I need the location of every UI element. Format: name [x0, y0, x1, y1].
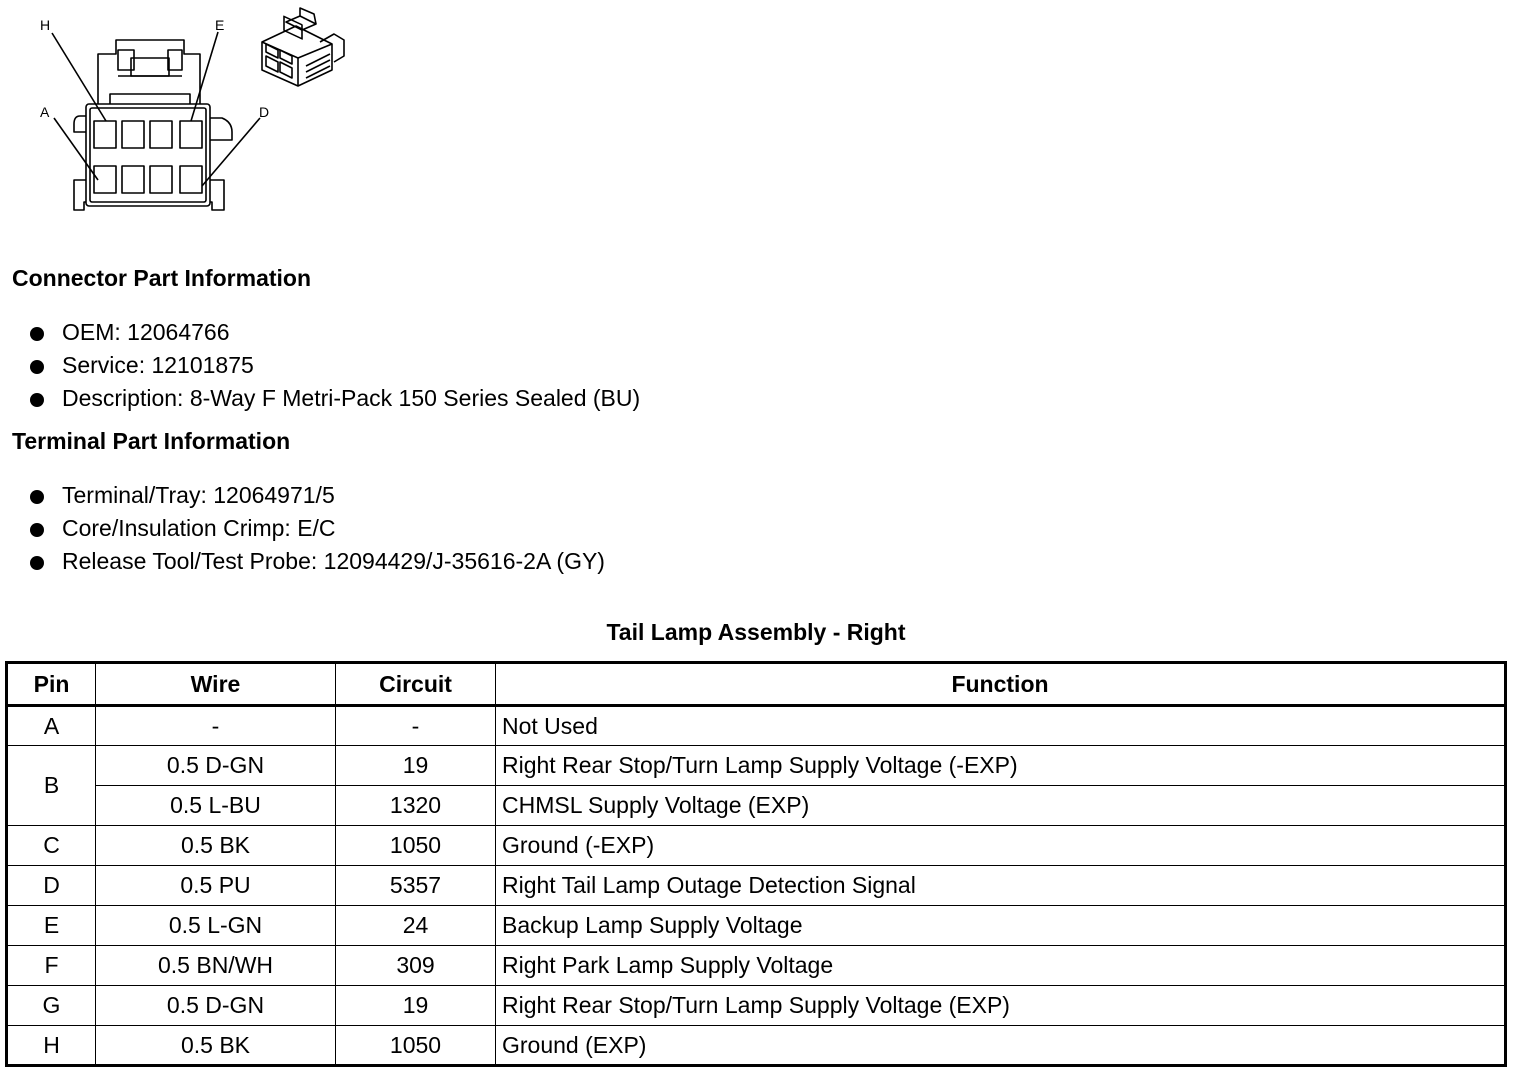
connector-info-heading: Connector Part Information [12, 265, 312, 291]
pin-label-e: E [215, 17, 225, 33]
bullet-icon [30, 327, 44, 341]
function-cell: Ground (-EXP) [496, 826, 1506, 866]
terminal-info-list [30, 479, 605, 578]
table-row [7, 906, 1506, 946]
circuit-cell: 1320 [336, 786, 496, 826]
circuit-cell: 309 [336, 946, 496, 986]
pin-cell: A [7, 706, 96, 746]
wire-cell: 0.5 BN/WH [96, 946, 336, 986]
circuit-cell: - [336, 706, 496, 746]
connector-info-list [30, 316, 640, 415]
header-function: Function [496, 663, 1506, 706]
wire-cell: 0.5 L-GN [96, 906, 336, 946]
function-cell: Backup Lamp Supply Voltage [496, 906, 1506, 946]
table-row [7, 826, 1506, 866]
function-cell: Right Park Lamp Supply Voltage [496, 946, 1506, 986]
table-row [7, 946, 1506, 986]
circuit-cell: 1050 [336, 826, 496, 866]
table-title: Tail Lamp Assembly - Right [606, 619, 906, 645]
circuit-cell: 19 [336, 746, 496, 786]
function-cell: Ground (EXP) [496, 1026, 1506, 1066]
table-row [7, 706, 1506, 746]
function-cell: Right Tail Lamp Outage Detection Signal [496, 866, 1506, 906]
list-item: Release Tool/Test Probe: 12094429/J-35616-2A (GY) [30, 545, 605, 578]
list-item: Core/Insulation Crimp: E/C [30, 512, 605, 545]
pin-label-a: A [40, 104, 50, 120]
pin-cell: F [7, 946, 96, 986]
pin-cell: C [7, 826, 96, 866]
circuit-cell: 19 [336, 986, 496, 1026]
pin-label-d: D [259, 104, 270, 120]
header-circuit: Circuit [336, 663, 496, 706]
list-item: OEM: 12064766 [30, 316, 640, 349]
pin-cell: D [7, 866, 96, 906]
wire-cell: 0.5 BK [96, 826, 336, 866]
table-row [7, 746, 1506, 786]
table-row [7, 1026, 1506, 1066]
bullet-icon [30, 393, 44, 407]
connector-diagram [0, 0, 360, 225]
terminal-info-heading: Terminal Part Information [12, 428, 291, 454]
wire-cell: 0.5 D-GN [96, 746, 336, 786]
wire-cell: 0.5 L-BU [96, 786, 336, 826]
header-pin: Pin [7, 663, 96, 706]
list-item: Description: 8-Way F Metri-Pack 150 Series Sealed (BU) [30, 382, 640, 415]
function-cell: CHMSL Supply Voltage (EXP) [496, 786, 1506, 826]
bullet-icon [30, 523, 44, 537]
circuit-cell: 1050 [336, 1026, 496, 1066]
function-cell: Right Rear Stop/Turn Lamp Supply Voltage (EXP) [496, 986, 1506, 1026]
table-row [7, 786, 1506, 826]
wire-cell: 0.5 PU [96, 866, 336, 906]
table-row [7, 986, 1506, 1026]
pinout-table [5, 661, 1507, 1067]
pin-cell: E [7, 906, 96, 946]
list-item: Service: 12101875 [30, 349, 640, 382]
pin-cell: H [7, 1026, 96, 1066]
circuit-cell: 5357 [336, 866, 496, 906]
wire-cell: 0.5 D-GN [96, 986, 336, 1026]
wire-cell: - [96, 706, 336, 746]
bullet-icon [30, 490, 44, 504]
pin-cell: B [7, 746, 96, 826]
table-row [7, 866, 1506, 906]
list-item: Terminal/Tray: 12064971/5 [30, 479, 605, 512]
header-wire: Wire [96, 663, 336, 706]
circuit-cell: 24 [336, 906, 496, 946]
table-header-row [7, 663, 1506, 706]
pin-label-h: H [40, 17, 51, 33]
function-cell: Not Used [496, 706, 1506, 746]
function-cell: Right Rear Stop/Turn Lamp Supply Voltage (-EXP) [496, 746, 1506, 786]
pin-cell: G [7, 986, 96, 1026]
bullet-icon [30, 360, 44, 374]
bullet-icon [30, 556, 44, 570]
wire-cell: 0.5 BK [96, 1026, 336, 1066]
